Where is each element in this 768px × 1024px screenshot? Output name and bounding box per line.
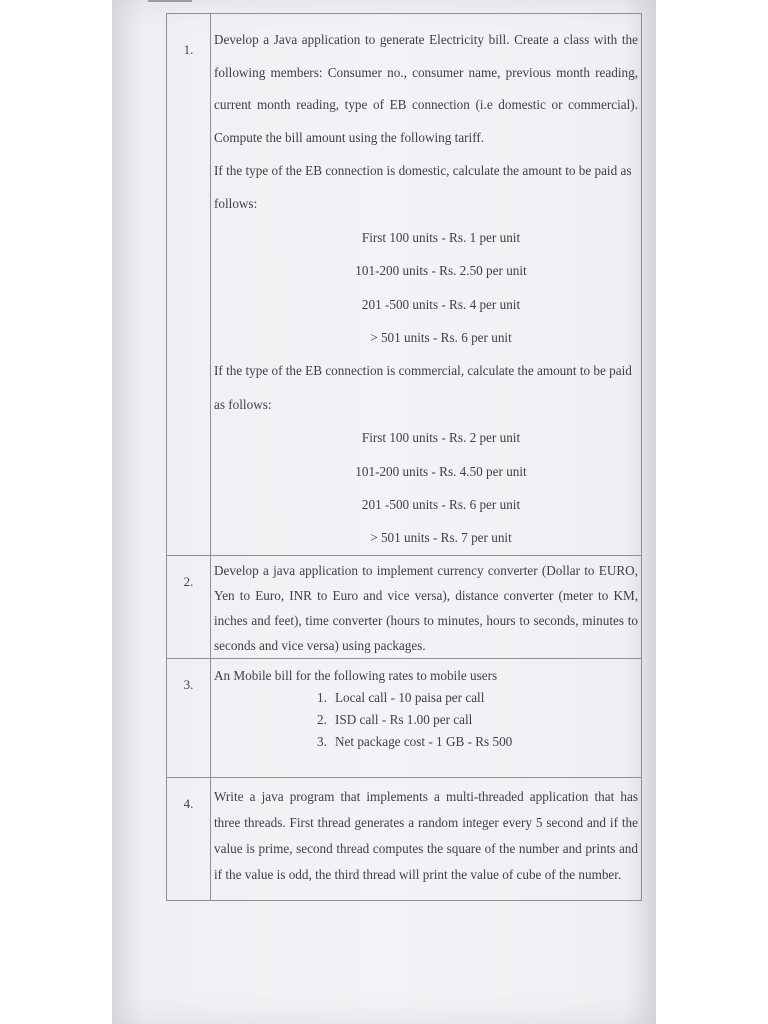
commercial-rate: > 501 units - Rs. 7 per unit <box>370 530 512 546</box>
question-number: 3. <box>183 676 194 692</box>
question-2-text: Develop a java application to implement currency converter (Dollar to EURO, Yen to Euro, INR to Euro and vice versa), distance converter (meter to KM, inches and feet), time converter (hours to minutes, hours to seconds, minutes to seconds and vice versa) using packages. <box>214 562 638 653</box>
question-4-text: Write a java program that implements a multi-threaded application that has three threads. First thread generates a random integer every 5 second and if the value is prime, second thread computes the square of the number and prints and if the value is odd, the third thread will print the value of cube of the number. <box>214 788 638 882</box>
commercial-rate: 101-200 units - Rs. 4.50 per unit <box>355 463 527 479</box>
question-body-cell <box>211 777 642 900</box>
list-item-number: 3. <box>317 733 327 749</box>
list-item-text: ISD call - Rs 1.00 per call <box>335 711 473 727</box>
question-body-cell <box>211 658 642 777</box>
domestic-rate: 101-200 units - Rs. 2.50 per unit <box>355 263 527 279</box>
question-1-intro: Develop a Java application to generate Electricity bill. Create a class with the following members: Consumer no., consumer name, previous month reading, current month reading, type of EB connection (i.e domestic or commercial). Compute the bill amount using the following tariff. <box>214 32 638 145</box>
domestic-rate: > 501 units - Rs. 6 per unit <box>370 330 512 346</box>
question-3-heading: An Mobile bill for the following rates to mobile users <box>214 667 498 683</box>
list-item-text: Net package cost - 1 GB - Rs 500 <box>335 733 513 749</box>
commercial-rate: First 100 units - Rs. 2 per unit <box>361 430 521 446</box>
question-number-cell <box>167 555 211 658</box>
question-number-cell <box>167 777 211 900</box>
question-row-4 <box>167 777 642 900</box>
questions-table <box>166 13 642 901</box>
domestic-rate: First 100 units - Rs. 1 per unit <box>361 229 521 245</box>
domestic-heading: If the type of the EB connection is domestic, calculate the amount to be paid as follows: <box>214 163 632 212</box>
question-row-3 <box>167 658 642 777</box>
list-item-number: 1. <box>317 689 327 705</box>
question-body-cell <box>211 14 642 556</box>
list-item <box>214 731 638 753</box>
question-row-1 <box>167 14 642 556</box>
list-item-number: 2. <box>317 711 327 727</box>
list-item-text: Local call - 10 paisa per call <box>335 689 485 705</box>
question-number-cell <box>167 658 211 777</box>
question-number: 1. <box>183 42 194 57</box>
question-row-2 <box>167 555 642 658</box>
question-number-cell <box>167 14 211 556</box>
commercial-rate: 201 -500 units - Rs. 6 per unit <box>361 497 521 513</box>
question-number: 4. <box>183 795 194 811</box>
commercial-heading: If the type of the EB connection is commercial, calculate the amount to be paid as follows: <box>214 363 632 412</box>
list-item <box>214 687 638 709</box>
question-body-cell <box>211 555 642 658</box>
rate-list <box>214 687 638 753</box>
list-item <box>214 709 638 731</box>
paper-edge-mark <box>148 0 192 2</box>
domestic-rate: 201 -500 units - Rs. 4 per unit <box>361 296 521 312</box>
question-number: 2. <box>183 573 194 589</box>
